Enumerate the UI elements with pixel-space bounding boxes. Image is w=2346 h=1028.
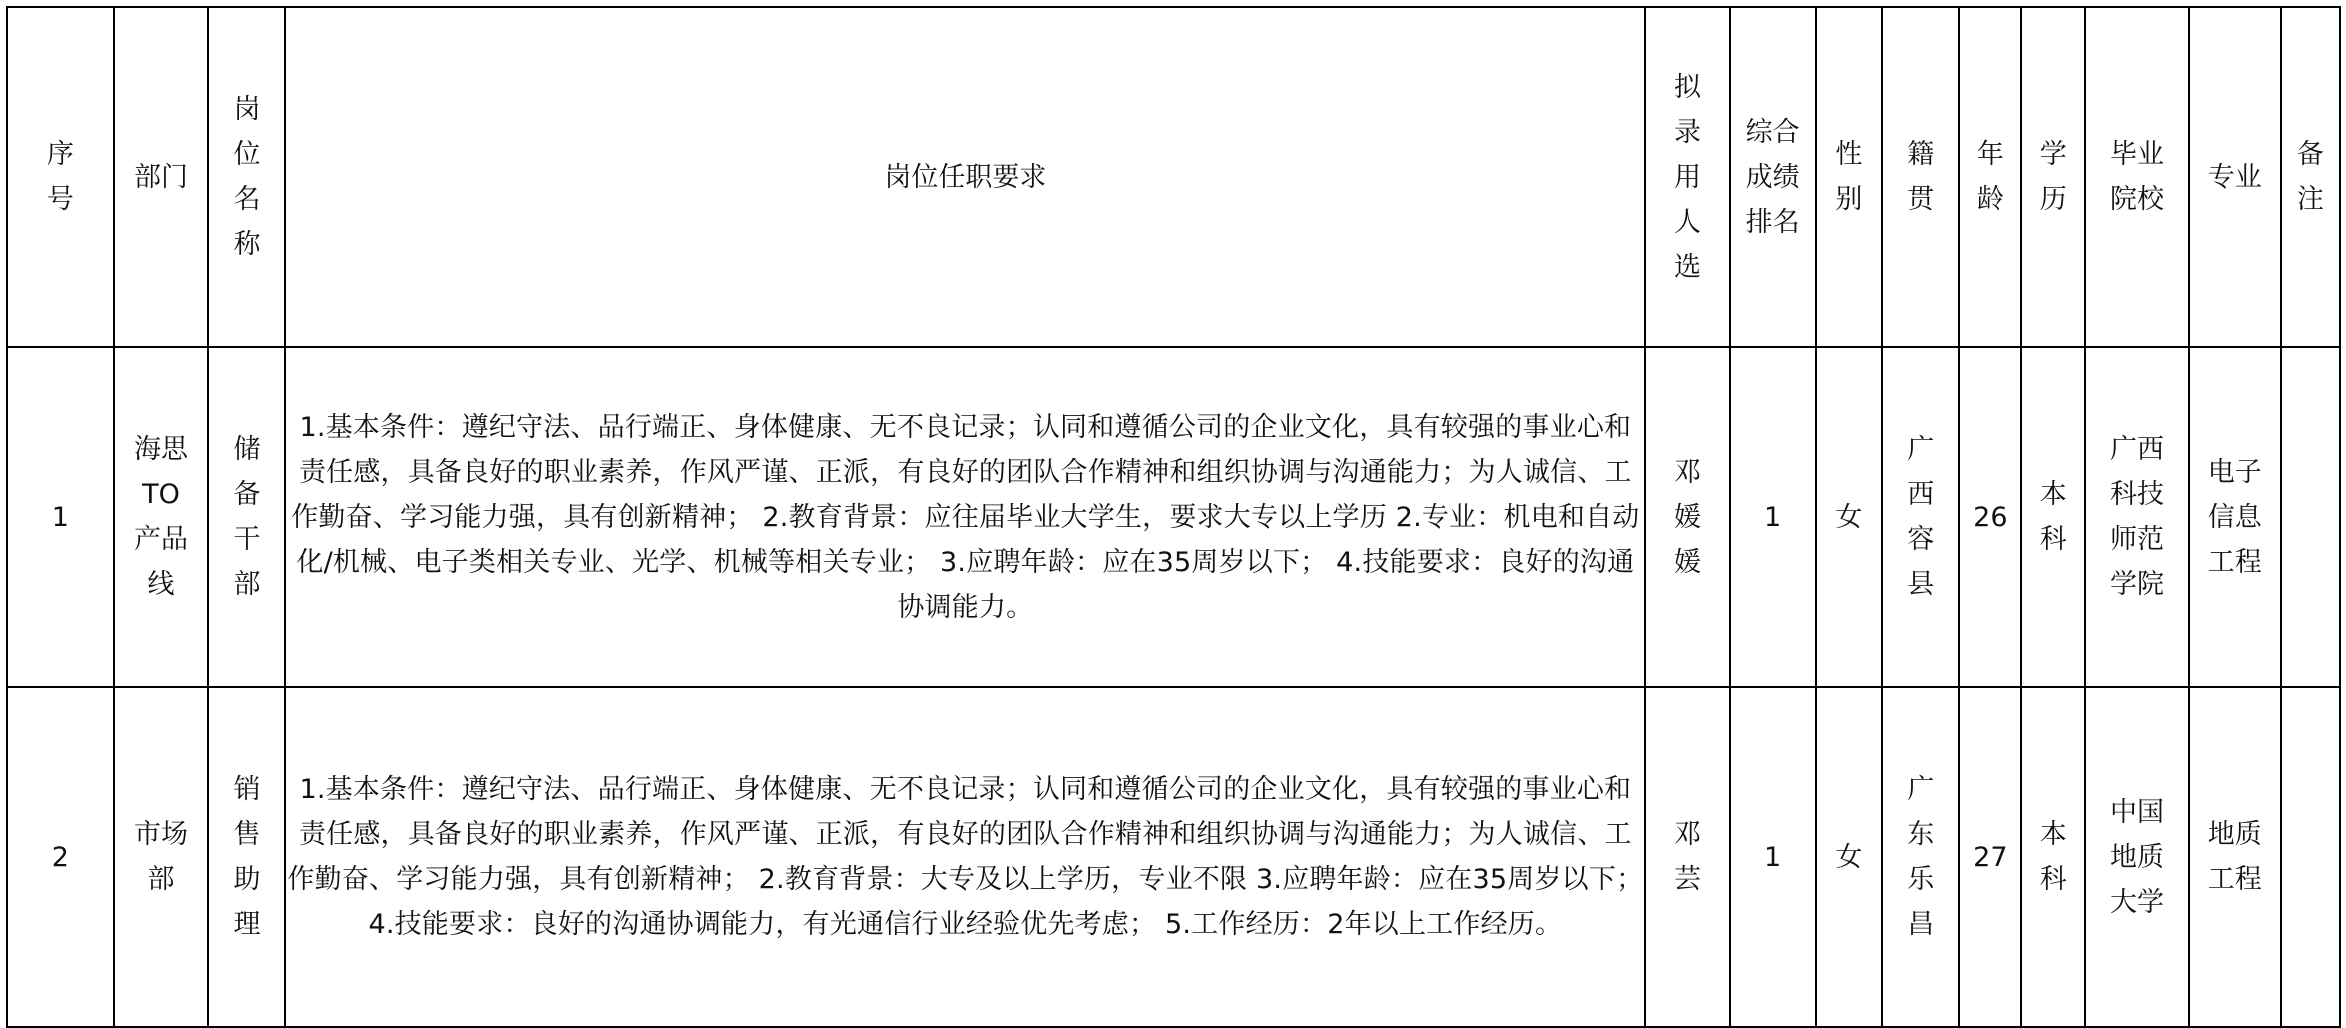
cell-rank: 1	[1730, 347, 1816, 687]
header-edu: 学历	[2021, 7, 2085, 347]
cell-edu: 本科	[2021, 347, 2085, 687]
header-age: 年龄	[1959, 7, 2021, 347]
header-origin: 籍贯	[1882, 7, 1959, 347]
table-row	[7, 687, 2340, 1027]
header-dept: 部门	[114, 7, 209, 347]
cell-remark	[2281, 687, 2340, 1027]
cell-edu: 本科	[2021, 687, 2085, 1027]
recruitment-table	[6, 6, 2341, 1028]
cell-seq: 1	[7, 347, 114, 687]
cell-gender: 女	[1816, 687, 1883, 1027]
cell-dept: 海思TO产品线	[114, 347, 209, 687]
cell-major: 地质工程	[2189, 687, 2281, 1027]
header-remark: 备注	[2281, 7, 2340, 347]
header-position: 岗位名称	[208, 7, 285, 347]
cell-candidate: 邓芸	[1645, 687, 1729, 1027]
cell-major: 电子信息工程	[2189, 347, 2281, 687]
header-rank: 综合成绩排名	[1730, 7, 1816, 347]
cell-requirements: 1.基本条件：遵纪守法、品行端正、身体健康、无不良记录；认同和遵循公司的企业文化，具有较强的事业心和责任感，具备良好的职业素养，作风严谨、正派，有良好的团队合作精神和组织协调与沟通能力；为人诚信、工作勤奋、学习能力强，具有创新精神； 2.教育背景：大专及以上学历，专业不限 3.应聘年龄：应在35周岁以下； 4.技能要求：良好的沟通协调能力，有光通信行业经验优先考虑； 5.工作经历：2年以上工作经历。	[285, 687, 1645, 1027]
header-major: 专业	[2189, 7, 2281, 347]
cell-origin: 广东乐昌	[1882, 687, 1959, 1027]
cell-rank: 1	[1730, 687, 1816, 1027]
header-row	[7, 7, 2340, 347]
table-row	[7, 347, 2340, 687]
cell-school: 广西科技师范学院	[2085, 347, 2189, 687]
cell-remark	[2281, 347, 2340, 687]
cell-school: 中国地质大学	[2085, 687, 2189, 1027]
cell-position: 销售助理	[208, 687, 285, 1027]
header-school: 毕业院校	[2085, 7, 2189, 347]
cell-candidate: 邓媛媛	[1645, 347, 1729, 687]
cell-position: 储备干部	[208, 347, 285, 687]
cell-requirements: 1.基本条件：遵纪守法、品行端正、身体健康、无不良记录；认同和遵循公司的企业文化，具有较强的事业心和责任感，具备良好的职业素养，作风严谨、正派，有良好的团队合作精神和组织协调与沟通能力；为人诚信、工作勤奋、学习能力强，具有创新精神； 2.教育背景：应往届毕业大学生，要求大专以上学历 2.专业：机电和自动化/机械、电子类相关专业、光学、机械等相关专业； 3.应聘年龄：应在35周岁以下； 4.技能要求：良好的沟通协调能力。	[285, 347, 1645, 687]
header-candidate: 拟录用人选	[1645, 7, 1729, 347]
header-requirements: 岗位任职要求	[285, 7, 1645, 347]
cell-age: 26	[1959, 347, 2021, 687]
header-gender: 性别	[1816, 7, 1883, 347]
header-seq: 序号	[7, 7, 114, 347]
cell-seq: 2	[7, 687, 114, 1027]
cell-dept: 市场部	[114, 687, 209, 1027]
cell-gender: 女	[1816, 347, 1883, 687]
cell-origin: 广西容县	[1882, 347, 1959, 687]
cell-age: 27	[1959, 687, 2021, 1027]
